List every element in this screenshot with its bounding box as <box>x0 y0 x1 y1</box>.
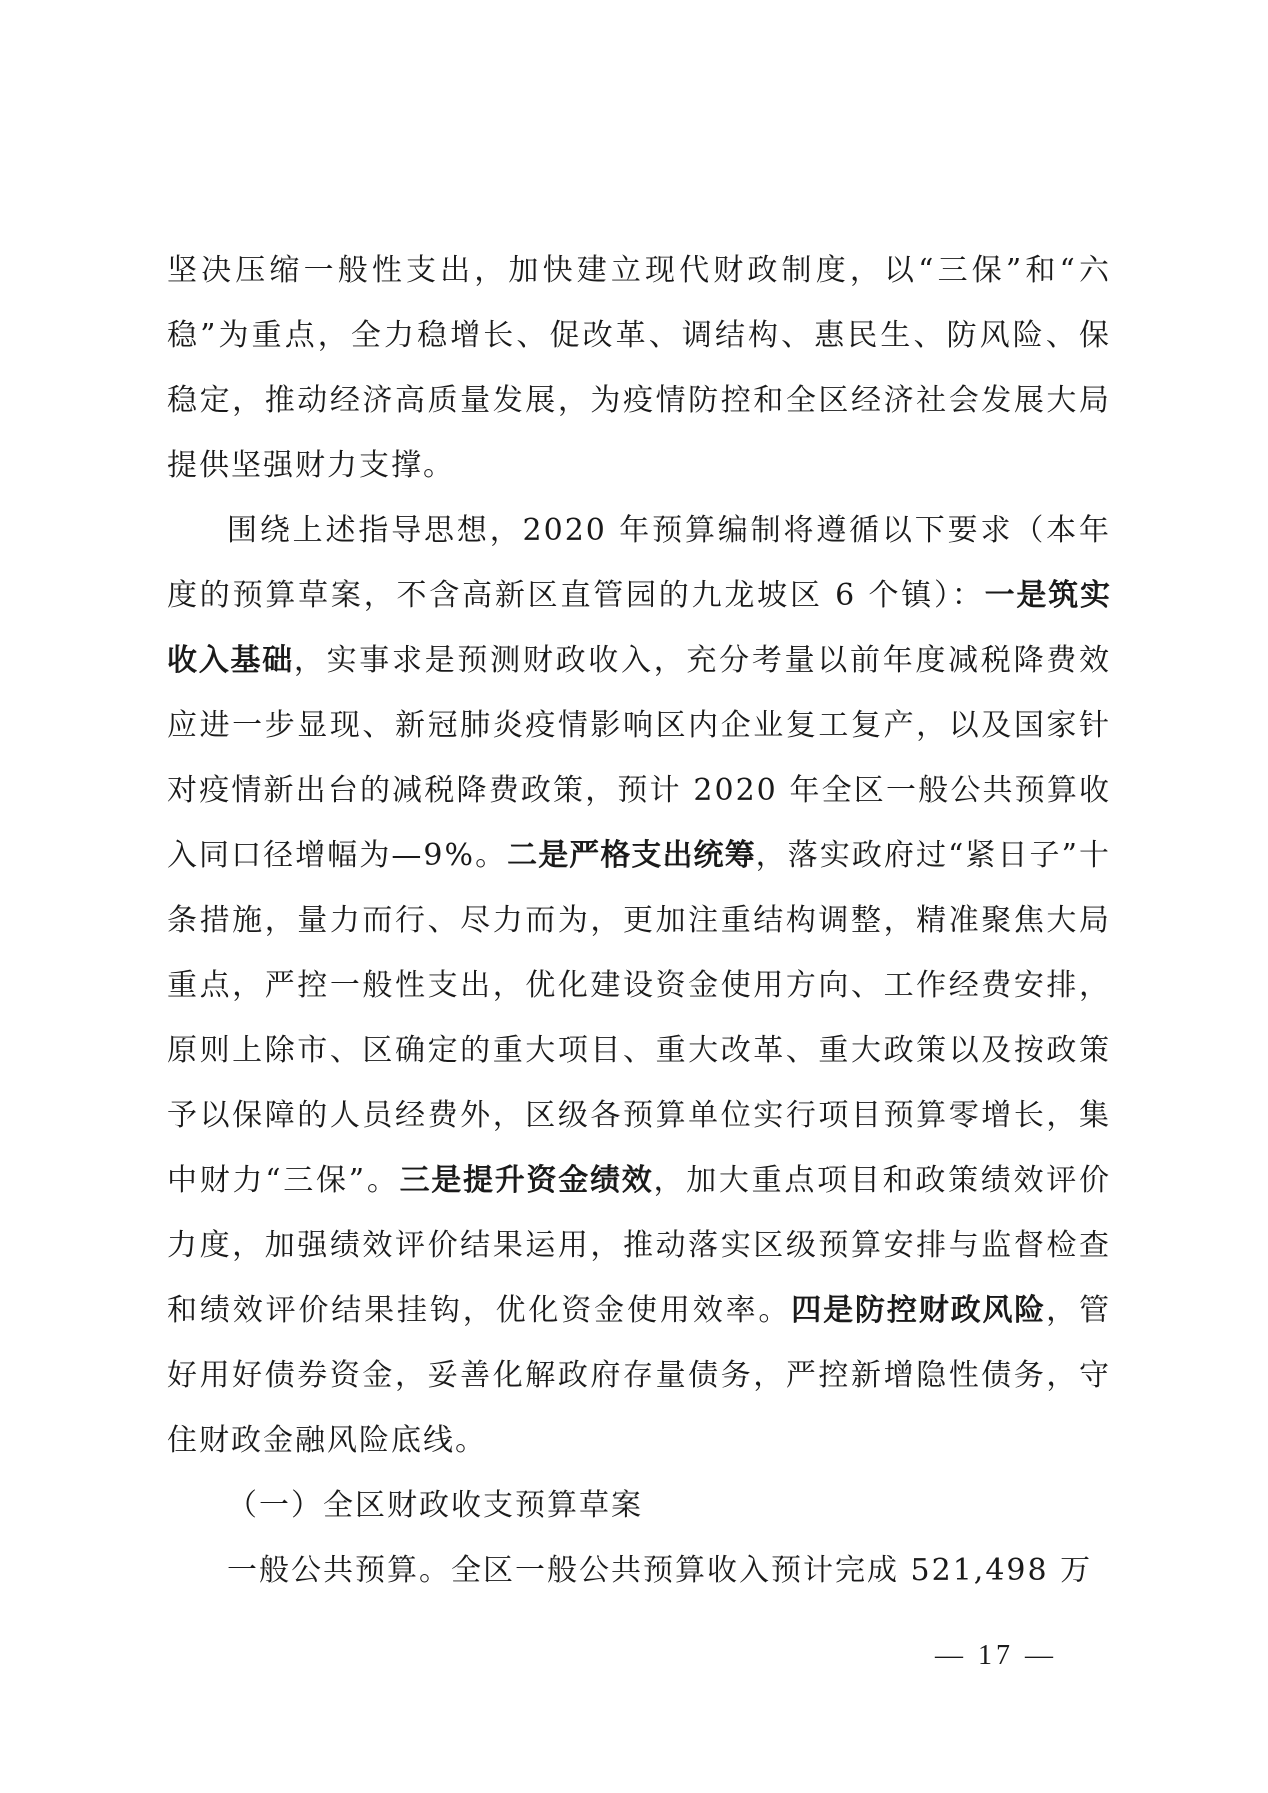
page-number: — 17 — <box>935 1640 1057 1671</box>
section-heading: （一）全区财政收支预算草案 <box>227 1488 643 1523</box>
bold-heading-performance: 三是提升资金绩效 <box>399 1163 654 1198</box>
requirements-expenditure-text: ，落实政府过“紧日子”十条措施，量力而行、尽力而为，更加注重结构调整，精准聚焦大局重点，严控一般性支出，优化建设资金使用方向、工作经费安排，原则上除市、区确定的重大项目、重大改革、重大政策以及按政策予以保障的人员经费外，区级各预算单位实行项目预算零增长，集中财力“三保”。 <box>167 838 1112 1198</box>
paragraph-requirements <box>167 498 1111 1473</box>
paragraph-general-budget: 一般公共预算。全区一般公共预算收入预计完成 521,498 万 <box>227 1553 1093 1588</box>
bold-heading-expenditure: 二是严格支出统筹 <box>507 838 756 873</box>
requirements-intro: 围绕上述指导思想，2020 年预算编制将遵循以下要求（本年度的预算草案，不含高新区直管园的九龙坡区 6 个镇）： <box>167 513 1111 613</box>
requirements-risk-text: ，管好用好债券资金，妥善化解政府存量债务，严控新增隐性债务，守住财政金融风险底线。 <box>167 1293 1112 1458</box>
bold-heading-income: 一是筑实收入基础 <box>167 578 1111 678</box>
document-body <box>167 238 1111 1603</box>
requirements-performance-text: ，加大重点项目和政策绩效评价力度，加强绩效评价结果运用，推动落实区级预算安排与监督检查和绩效评价结果挂钩，优化资金使用效率。 <box>167 1163 1112 1328</box>
paragraph-continuation: 坚决压缩一般性支出，加快建立现代财政制度，以“三保”和“六稳”为重点，全力稳增长、促改革、调结构、惠民生、防风险、保稳定，推动经济高质量发展，为疫情防控和全区经济社会发展大局提供坚强财力支撑。 <box>167 253 1111 483</box>
bold-heading-risk: 四是防控财政风险 <box>791 1293 1047 1328</box>
requirements-income-text: ，实事求是预测财政收入，充分考量以前年度减税降费效应进一步显现、新冠肺炎疫情影响区内企业复工复产，以及国家针对疫情新出台的减税降费政策，预计 2020 年全区一般公共预算收入同口径增幅为—9%。 <box>167 643 1112 873</box>
